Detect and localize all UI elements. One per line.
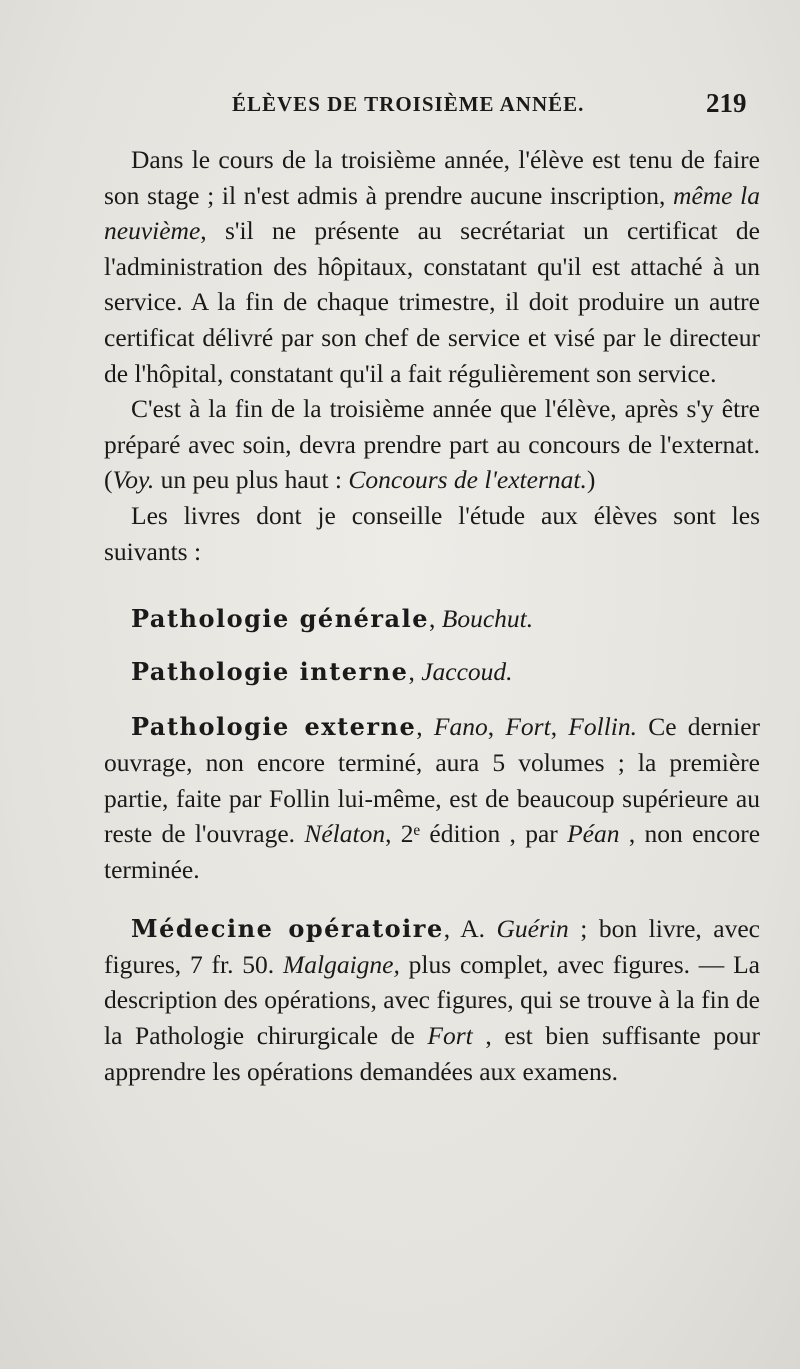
book-author: Follin. xyxy=(568,712,638,742)
text-run: , non encore terminée. xyxy=(104,819,761,884)
book-author: Fort xyxy=(427,1021,473,1051)
text-run: , xyxy=(550,712,569,742)
text-run: C'est à la fin de la troisième année que l'élève, après s'y être préparé avec soin, devra prendre part au concours de l'externat. ( xyxy=(104,394,760,495)
paragraph-externat xyxy=(104,391,760,498)
text-run: , 2ᵉ édition , par xyxy=(385,819,568,849)
text-run: , xyxy=(408,656,422,686)
book-author: Fano xyxy=(433,712,488,742)
book-author: Fort xyxy=(505,712,551,742)
text-run: Dans le cours de la troisième année, l'élève est tenu de faire son stage ; il n'est admis à prendre aucune inscription, xyxy=(104,145,760,210)
text-run: plus complet, avec figures. — La description des opérations, avec figures, qui se trouve à la fin de la Pathologie chirurgicale de xyxy=(104,949,761,1051)
page-header xyxy=(0,88,800,128)
emphasis: même la neuvième xyxy=(104,180,760,246)
book-subject: Pathologie interne xyxy=(131,656,409,686)
page-number: 219 xyxy=(706,88,747,118)
book-author: Nélaton xyxy=(304,819,386,849)
running-head: ÉLÈVES DE TROISIÈME ANNÉE. xyxy=(232,92,585,116)
emphasis: Concours de l'externat. xyxy=(348,465,587,495)
book-entry-medecine-operatoire xyxy=(104,911,760,1089)
text-run: , est bien suffisante pour apprendre les opérations demandées aux examens. xyxy=(104,1021,760,1086)
book-author: Jaccoud xyxy=(421,656,507,686)
book-entry-pathologie-generale xyxy=(104,601,760,637)
book-author: Guérin xyxy=(496,914,569,944)
paragraph-books-intro: Les livres dont je conseille l'étude aux élèves sont les suivants : xyxy=(104,500,760,566)
book-subject: Pathologie externe xyxy=(131,712,417,742)
paragraph-stage xyxy=(104,142,760,391)
book-author: Péan xyxy=(567,819,620,849)
text-run: . xyxy=(506,656,513,686)
text-run: , xyxy=(429,604,442,634)
text-run: ) xyxy=(586,465,596,495)
book-entry-pathologie-interne xyxy=(104,654,760,690)
page-body xyxy=(104,142,760,1089)
book-author: Bouchut xyxy=(441,604,527,634)
text-run: , xyxy=(416,712,434,742)
text-run: , xyxy=(487,712,506,742)
text-run: . xyxy=(526,604,534,634)
text-run: , A. xyxy=(443,914,497,944)
emphasis: Voy. xyxy=(112,465,155,495)
book-author: Malgaigne, xyxy=(283,949,400,979)
text-run: , s'il ne présente au secrétariat un certificat de l'administration des hôpitaux, constatant qu'il est attaché à un service. A la fin de chaque trimestre, il doit produire un autre certificat délivré par son chef de service et visé par le directeur de l'hôpital, constatant qu'il a fait régulièrement son service. xyxy=(104,216,760,388)
text-run: Ce dernier ouvrage, non encore terminé, aura 5 volumes ; la première partie, faite par Follin lui-même, est de beaucoup supérieure au reste de l'ouvrage. xyxy=(104,712,761,849)
book-subject: Pathologie générale xyxy=(131,604,429,634)
book-entry-pathologie-externe xyxy=(104,709,760,887)
text-run: un peu plus haut : xyxy=(154,465,349,495)
text-run: ; bon livre, avec figures, 7 fr. 50. xyxy=(104,914,760,979)
book-subject: Médecine opératoire xyxy=(131,914,444,944)
